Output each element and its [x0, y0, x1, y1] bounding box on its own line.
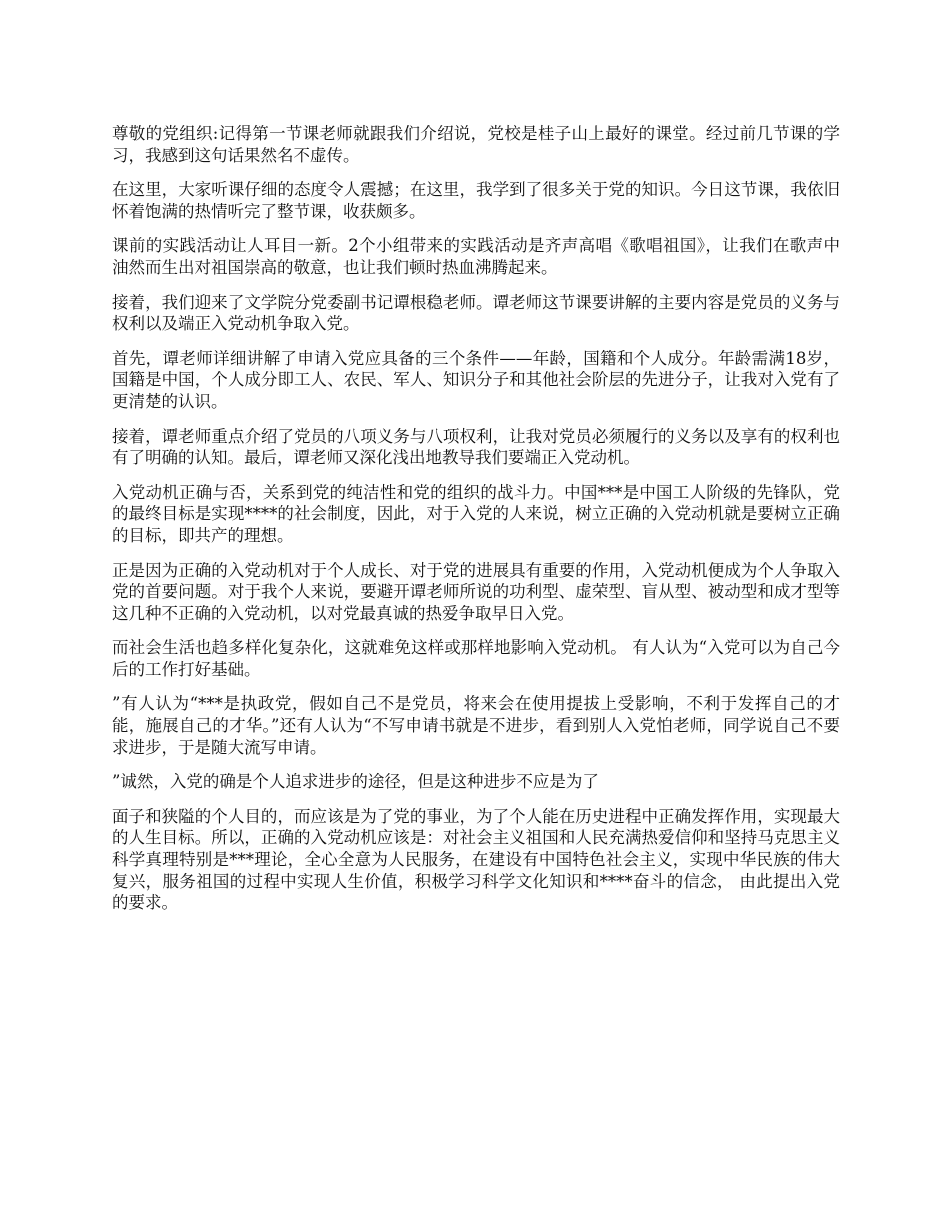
paragraph-10: ”有人认为“***是执政党，假如自己不是党员，将来会在使用提拔上受影响，不利于发挥自己的才能，施展自己的才华。”还有人认为“不写申请书就是不进步，看到别人入党怕老师，同学说自己不要求进步，于是随大流写申请。	[112, 694, 840, 757]
paragraph-11: ”诚然，入党的确是个人追求进步的途径，但是这种进步不应是为了	[112, 772, 599, 792]
paragraph-3: 课前的实践活动让人耳目一新。2个小组带来的实践活动是齐声高唱《歌唱祖国》，让我们在歌声中油然而生出对祖国崇高的敬意，也让我们顿时热血沸腾起来。	[112, 236, 840, 277]
paragraph-7: 入党动机正确与否，关系到党的纯洁性和党的组织的战斗力。中国***是中国工人阶级的先锋队，党的最终目标是实现****的社会制度，因此，对于入党的人来说，树立正确的入党动机就是要树立正确的目标，即共产的理想。	[112, 482, 840, 545]
paragraph-4: 接着，我们迎来了文学院分党委副书记谭根稳老师。谭老师这节课要讲解的主要内容是党员的义务与权利以及端正入党动机争取入党。	[112, 292, 840, 334]
paragraph-2: 在这里，大家听课仔细的态度令人震撼；在这里，我学到了很多关于党的知识。今日这节课，我依旧怀着饱满的热情听完了整节课，收获颇多。	[112, 180, 840, 221]
paragraph-8: 正是因为正确的入党动机对于个人成长、对于党的进展具有重要的作用，入党动机便成为个人争取入党的首要问题。对于我个人来说，要避开谭老师所说的功利型、虚荣型、盲从型、被动型和成才型等这几种不正确的入党动机，以对党最真诚的热爱争取早日入党。	[112, 560, 840, 623]
paragraph-9: 而社会生活也趋多样化复杂化，这就难免这样或那样地影响入党动机。 有人认为“入党可以为自己今后的工作打好基础。	[112, 638, 840, 679]
paragraph-1: 尊敬的党组织:记得第一节课老师就跟我们介绍说，党校是桂子山上最好的课堂。经过前几节课的学习，我感到这句话果然名不虚传。	[112, 124, 840, 165]
paragraph-5: 首先，谭老师详细讲解了申请入党应具备的三个条件——年龄，国籍和个人成分。年龄需满18岁，国籍是中国，个人成分即工人、农民、军人、知识分子和其他社会阶层的先进分子，让我对入党有了更清楚的认识。	[112, 348, 840, 411]
document-body	[112, 123, 840, 927]
paragraph-12: 面子和狭隘的个人目的，而应该是为了党的事业，为了个人能在历史进程中正确发挥作用，实现最大的人生目标。所以，正确的入党动机应该是：对社会主义祖国和人民充满热爱信仰和坚持马克思主义科学真理特别是***理论，全心全意为人民服务，在建设有中国特色社会主义，实现中华民族的伟大复兴，服务祖国的过程中实现人生价值，积极学习科学文化知识和****奋斗的信念， 由此提出入党的要求。	[112, 806, 840, 913]
paragraph-6: 接着，谭老师重点介绍了党员的八项义务与八项权利，让我对党员必须履行的义务以及享有的权利也有了明确的认知。最后，谭老师又深化浅出地教导我们要端正入党动机。	[112, 426, 840, 468]
